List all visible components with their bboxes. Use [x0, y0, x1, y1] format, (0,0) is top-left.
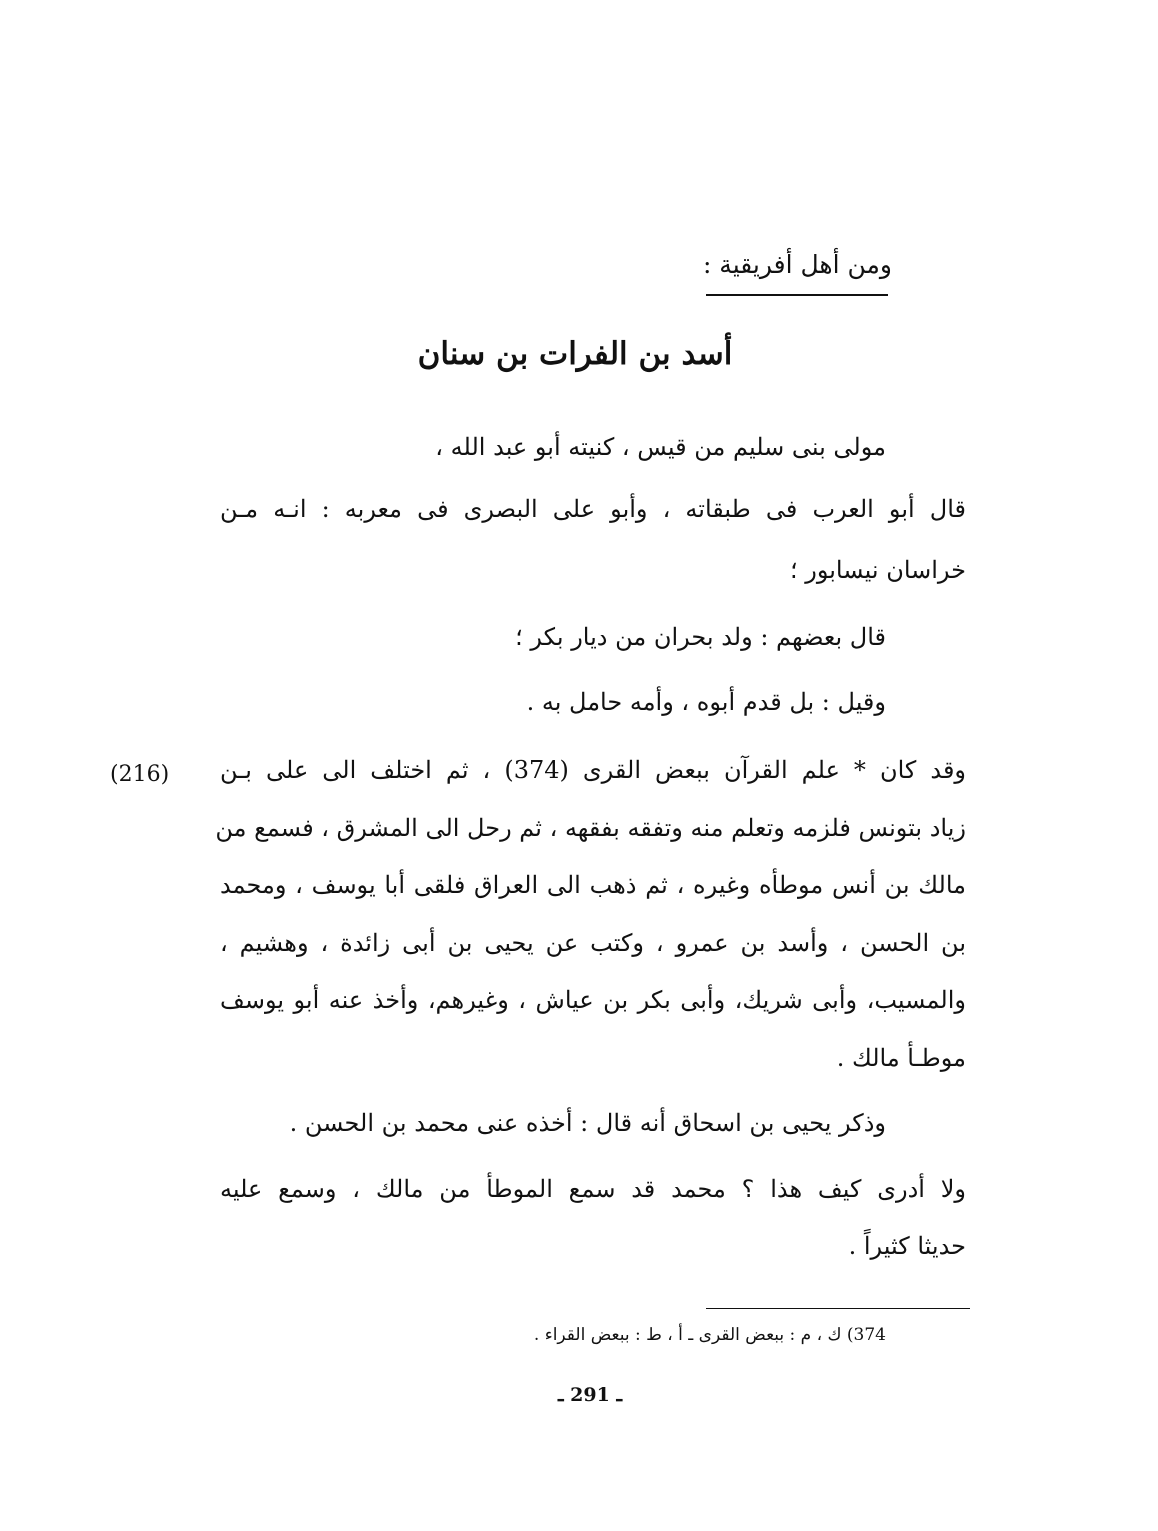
- text-line: موطـأ مالك .: [836, 1044, 966, 1072]
- footnote: 374) ك ، م : ببعض القرى ـ أ ، ط : ببعض القراء .: [533, 1325, 886, 1345]
- section-heading-underline: [706, 294, 888, 296]
- text-line: قال أبو العرب فى طبقاته ، وأبو على البصرى فى معربه : انـه مـن: [220, 495, 966, 523]
- page-number: ـ 291 ـ: [557, 1384, 623, 1406]
- margin-reference-number: (216): [110, 762, 170, 787]
- section-heading: ومن أهل أفريقية :: [702, 250, 892, 279]
- text-line: خراسان نيسابور ؛: [790, 556, 966, 584]
- text-line: قال بعضهم : ولد بحران من ديار بكر ؛: [515, 623, 886, 651]
- text-line: وذكر يحيى بن اسحاق أنه قال : أخذه عنى محمد بن الحسن .: [289, 1109, 886, 1137]
- text-line: بن الحسن ، وأسد بن عمرو ، وكتب عن يحيى بن أبى زائدة ، وهشيم ،: [220, 929, 966, 957]
- text-line: مالك بن أنس موطأه وغيره ، ثم ذهب الى العراق فلقى أبا يوسف ، ومحمد: [220, 871, 967, 899]
- text-line: حديثا كثيراً .: [848, 1232, 966, 1260]
- biography-title: أسد بن الفرات بن سنان: [417, 336, 733, 372]
- text-line: مولى بنى سليم من قيس ، كنيته أبو عبد الله ،: [435, 433, 886, 461]
- footnote-separator: [706, 1308, 970, 1309]
- text-line: ولا أدرى كيف هذا ؟ محمد قد سمع الموطأ من مالك ، وسمع عليه: [220, 1175, 966, 1203]
- text-line: وقد كان * علم القرآن ببعض القرى (374) ، ثم اختلف الى على بـن: [220, 756, 967, 784]
- text-line: وقيل : بل قدم أبوه ، وأمه حامل به .: [526, 688, 886, 716]
- text-line: زياد بتونس فلزمه وتعلم منه وتفقه بفقهه ، ثم رحل الى المشرق ، فسمع من: [215, 814, 966, 842]
- text-line: والمسيب، وأبى شريك، وأبى بكر بن عياش ، وغيرهم، وأخذ عنه أبو يوسف: [220, 986, 966, 1014]
